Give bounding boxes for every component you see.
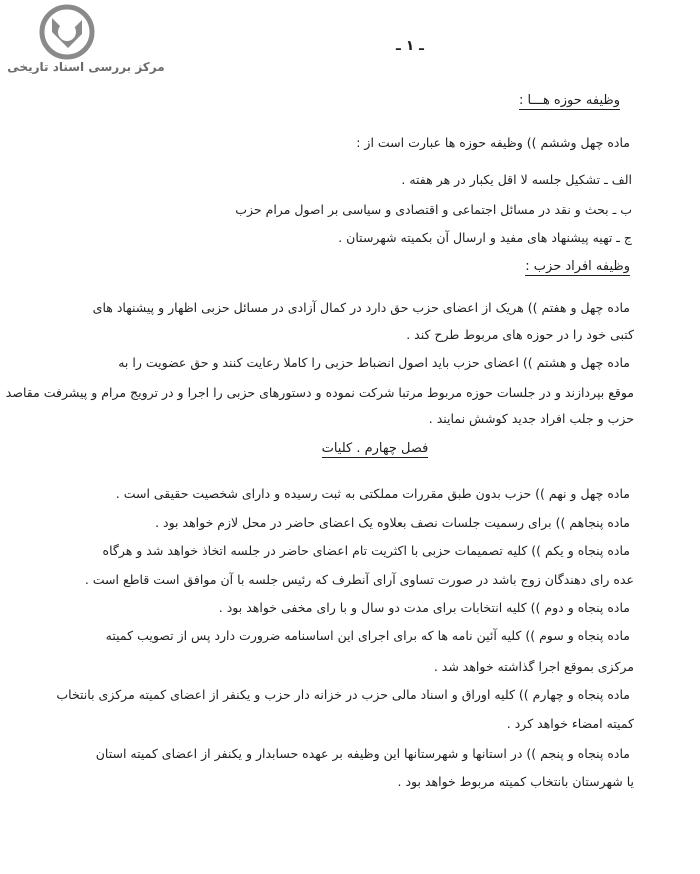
article-47: ماده چهل و هفتم )) هریک از اعضای حزب حق دارد در کمال آزادی در مسائل حزبی اظهار و پیشنهاد های xyxy=(92,300,630,315)
section-heading-cells: وظیفه حوزه هـــا : xyxy=(519,93,620,108)
article-47-cont: کتبی خود را در حوزه های مربوط طرح کند . xyxy=(406,327,634,342)
article-51: ماده پنجاه و یکم )) کلیه تصمیمات حزبی با اکثریت تام اعضای حاضر در جلسه اتخاذ خواهد شد و هرگاه xyxy=(102,543,630,558)
article-52: ماده پنجاه و دوم )) کلیه انتخابات برای مدت دو سال و با رای مخفی خواهد بود . xyxy=(218,600,630,615)
article-46-item-a: الف ـ تشکیل جلسه لا اقل یکبار در هر هفته . xyxy=(401,172,632,187)
article-46-item-c: ج ـ تهیه پیشنهاد های مفید و ارسال آن بکمیته شهرستان . xyxy=(338,230,632,245)
article-53: ماده پنجاه و سوم )) کلیه آئین نامه ها که برای اجرای این اساسنامه ضرورت دارد پس از تصویب کمیته xyxy=(105,628,630,643)
article-51-cont: عده رای دهندگان زوج باشد در صورت تساوی آرای آنطرف که رئیس جلسه با آن موافق است قاطع است . xyxy=(84,572,634,587)
section-heading-members: وظیفه افراد حزب : xyxy=(525,259,630,274)
article-54-cont: کمیته امضاء خواهد کرد . xyxy=(506,716,634,731)
article-46-item-b: ب ـ بحث و نقد در مسائل اجتماعی و اقتصادی و سیاسی بر اصول مرام حزب xyxy=(235,202,632,217)
article-50: ماده پنجاهم )) برای رسمیت جلسات نصف بعلاوه یک اعضای حاضر در محل لازم خواهد بود . xyxy=(155,515,630,530)
chapter-four-heading: فصل چهارم . کلیات xyxy=(321,441,429,456)
archive-logo-icon xyxy=(32,4,102,60)
article-55-cont: یا شهرستان بانتخاب کمیته مربوط خواهد بود . xyxy=(397,774,634,789)
article-49: ماده چهل و نهم )) حزب بدون طبق مقررات مملکتی به ثبت رسیده و دارای شخصیت حقیقی است . xyxy=(115,486,630,501)
article-48-cont-2: حزب و جلب افراد جدید کوشش نمایند . xyxy=(428,411,634,426)
article-46: ماده چهل وششم )) وظیفه حوزه ها عبارت است از : xyxy=(356,135,630,150)
article-48: ماده چهل و هشتم )) اعضای حزب باید اصول انضباط حزبی را کاملا رعایت کنند و حق عضویت را به xyxy=(118,355,630,370)
article-53-cont: مرکزی بموقع اجرا گذاشته خواهد شد . xyxy=(433,659,634,674)
article-54: ماده پنجاه و چهارم )) کلیه اوراق و اسناد مالی حزب در خزانه دار حزب و یکنفر از اعضای کمیته مرکزی بانتخاب xyxy=(56,687,630,702)
page-number: ـ ۱ ـ xyxy=(396,38,424,54)
article-48-cont: موقع بپردازند و در جلسات حوزه مربوط مرتبا شرکت نموده و دستورهای حزبی را اجرا و در ترویج مرام و پیشرفت مقاصد xyxy=(5,385,634,400)
article-55: ماده پنجاه و پنجم )) در استانها و شهرستانها این وظیفه بر عهده حسابدار و یکنفر از اعضای کمیته استان xyxy=(95,746,630,761)
archive-logo-text: مرکز بررسی اسناد تاریخی xyxy=(7,60,165,74)
